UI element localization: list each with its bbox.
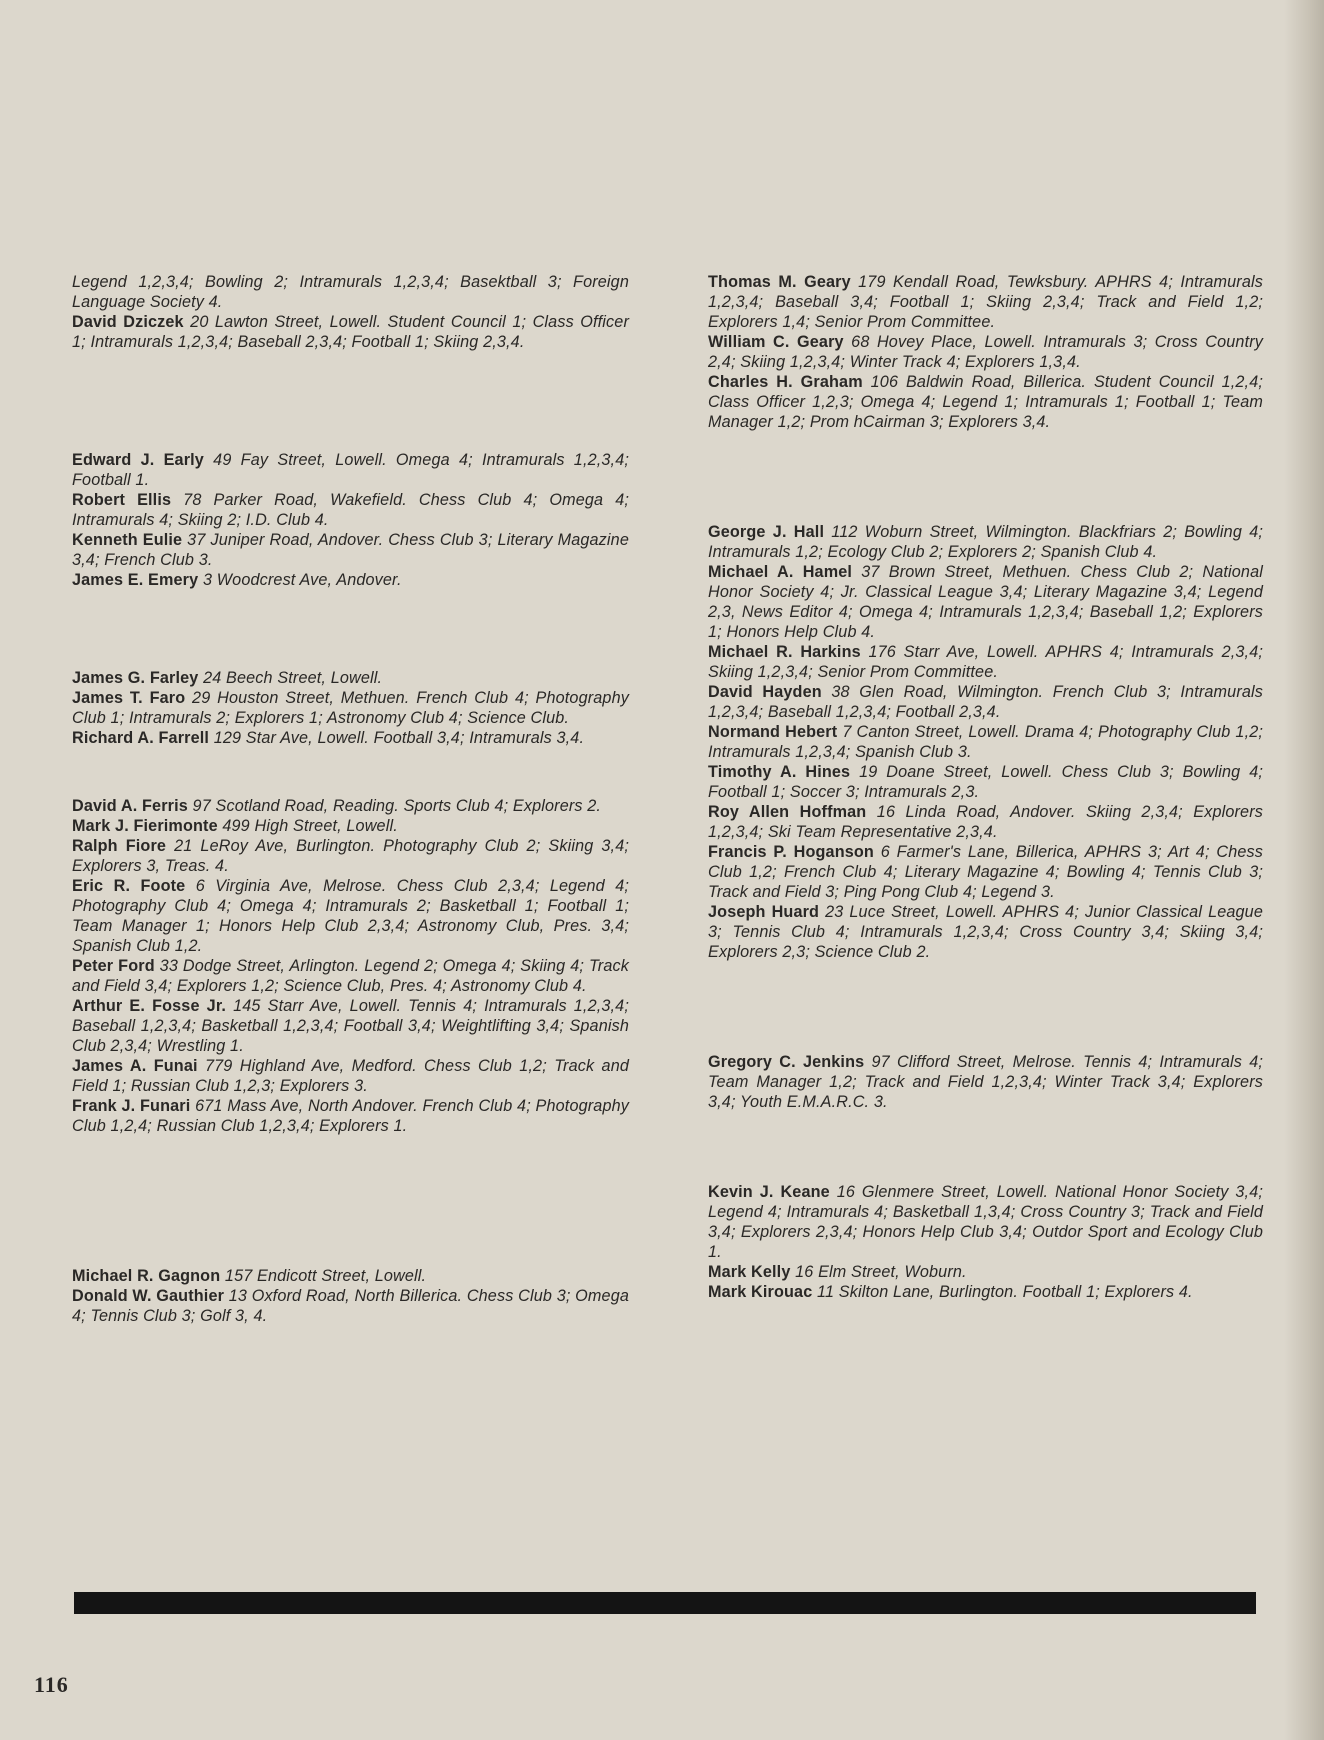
student-details: 21 LeRoy Ave, Burlington. Photography Club 2; Skiing 3,4; Explorers 3, Treas. 4.	[72, 837, 629, 875]
student-name: Michael R. Harkins	[708, 643, 861, 661]
student-name: Arthur E. Fosse Jr.	[72, 997, 227, 1015]
student-entry	[72, 530, 629, 570]
paragraph	[72, 1266, 629, 1326]
student-entry	[72, 312, 629, 352]
student-details: 68 Hovey Place, Lowell. Intramurals 3; Cross Country 2,4; Skiing 1,2,3,4; Winter Track 4; Explorers 1,3,4.	[708, 333, 1263, 371]
student-details: 49 Fay Street, Lowell. Omega 4; Intramurals 1,2,3,4; Football 1.	[72, 451, 630, 489]
student-details: 6 Farmer's Lane, Billerica, APHRS 3; Art 4; Chess Club 1,2; French Club 4; Literary Magazine 4; Bowling 4; Tennis Club 3; Track and Field 3; Ping Pong Club 4; Legend 3.	[708, 843, 1263, 901]
student-entry	[708, 682, 1263, 722]
student-details: 37 Juniper Road, Andover. Chess Club 3; Literary Magazine 3,4; French Club 3.	[72, 531, 629, 569]
student-entry	[708, 1182, 1263, 1262]
student-name: Richard A. Farrell	[72, 729, 210, 747]
student-name: James A. Funai	[72, 1057, 198, 1075]
student-name: Frank J. Funari	[72, 1097, 191, 1115]
student-details: 157 Endicott Street, Lowell.	[220, 1267, 427, 1285]
student-entry	[72, 1096, 629, 1136]
student-details: 97 Scotland Road, Reading. Sports Club 4; Explorers 2.	[187, 797, 602, 815]
student-entry	[72, 450, 629, 490]
student-entry	[708, 1262, 1263, 1282]
student-details: 179 Kendall Road, Tewksbury. APHRS 4; Intramurals 1,2,3,4; Baseball 3,4; Football 1; Skiing 2,3,4; Track and Field 1,2; Explorers 1,4; Senior Prom Committee.	[708, 273, 1263, 331]
student-entry	[72, 272, 629, 312]
student-details: 20 Lawton Street, Lowell. Student Council 1; Class Officer 1; Intramurals 1,2,3,4; Baseball 2,3,4; Football 1; Skiing 2,3,4.	[72, 313, 629, 351]
paragraph	[708, 1182, 1263, 1302]
student-details: 13 Oxford Road, North Billerica. Chess Club 3; Omega 4; Tennis Club 3; Golf 3, 4.	[72, 1287, 629, 1325]
student-entry	[708, 902, 1263, 962]
student-details: 16 Linda Road, Andover. Skiing 2,3,4; Explorers 1,2,3,4; Ski Team Representative 2,3,4.	[708, 803, 1263, 841]
student-name: Robert Ellis	[72, 491, 172, 509]
student-name: Gregory C. Jenkins	[708, 1053, 865, 1071]
student-name: David A. Ferris	[72, 797, 188, 815]
student-details: 499 High Street, Lowell.	[217, 817, 398, 835]
student-entry	[72, 996, 629, 1056]
student-name: Charles H. Graham	[708, 373, 863, 391]
student-name: Edward J. Early	[72, 451, 204, 469]
student-details: 29 Houston Street, Methuen. French Club 4; Photography Club 1; Intramurals 2; Explorers 1; Astronomy Club 4; Science Club.	[72, 689, 629, 727]
student-name: Kenneth Eulie	[72, 531, 183, 549]
student-entry	[708, 332, 1263, 372]
student-entry	[72, 570, 629, 590]
student-details: 11 Skilton Lane, Burlington. Football 1; Explorers 4.	[812, 1283, 1193, 1301]
paragraph	[708, 1052, 1263, 1112]
student-name: Mark Kirouac	[708, 1283, 813, 1301]
student-entry	[708, 562, 1263, 642]
student-name: David Dziczek	[72, 313, 184, 331]
student-name: Peter Ford	[72, 957, 155, 975]
page-edge-shadow	[1284, 0, 1324, 1740]
student-name: Normand Hebert	[708, 723, 838, 741]
student-name: James G. Farley	[72, 669, 199, 687]
student-details: 3 Woodcrest Ave, Andover.	[198, 571, 402, 589]
student-details: 176 Starr Ave, Lowell. APHRS 4; Intramurals 2,3,4; Skiing 1,2,3,4; Senior Prom Committee.	[708, 643, 1263, 681]
student-name: George J. Hall	[708, 523, 825, 541]
student-entry	[72, 668, 629, 688]
student-name: Michael A. Hamel	[708, 563, 853, 581]
student-details: 37 Brown Street, Methuen. Chess Club 2; National Honor Society 4; Jr. Classical League 3,4; Literary Magazine 3,4; Legend 2,3, News Editor 4; Omega 4; Intramurals 1,2,3,4; Baseball 1,2; Explorers 1; Honors Help Club 4.	[708, 563, 1263, 641]
student-details: 6 Virginia Ave, Melrose. Chess Club 2,3,4; Legend 4; Photography Club 4; Omega 4; Intramurals 2; Basketball 1; Football 1; Team Manager 1; Honors Help Club 2,3,4; Astronomy Club, Pres. 3,4; Spanish Club 1,2.	[72, 877, 629, 955]
student-name: Roy Allen Hoffman	[708, 803, 867, 821]
student-entry	[72, 876, 629, 956]
student-entry	[708, 762, 1263, 802]
student-details: 16 Elm Street, Woburn.	[790, 1263, 967, 1281]
student-details: 23 Luce Street, Lowell. APHRS 4; Junior Classical League 3; Tennis Club 4; Intramurals 1,2,3,4; Cross Country 3,4; Skiing 3,4; Explorers 2,3; Science Club 2.	[708, 903, 1263, 961]
student-entry	[708, 842, 1263, 902]
student-entry	[708, 372, 1263, 432]
student-name: Mark Kelly	[708, 1263, 791, 1281]
student-entry	[72, 688, 629, 728]
student-name: Eric R. Foote	[72, 877, 186, 895]
paragraph	[72, 796, 629, 1136]
student-entry	[708, 1052, 1263, 1112]
student-entry	[708, 642, 1263, 682]
student-entry	[708, 1282, 1263, 1302]
student-entry	[72, 1056, 629, 1096]
student-details: 16 Glenmere Street, Lowell. National Honor Society 3,4; Legend 4; Intramurals 4; Basketball 1,3,4; Cross Country 3; Track and Field 3,4; Explorers 2,3,4; Honors Help Club 3,4; Outdor Sport and Ecology Club 1.	[708, 1183, 1263, 1261]
student-name: Francis P. Hoganson	[708, 843, 874, 861]
student-name: David Hayden	[708, 683, 822, 701]
student-details: 671 Mass Ave, North Andover. French Club 4; Photography Club 1,2,4; Russian Club 1,2,3,4; Explorers 1.	[72, 1097, 629, 1135]
paragraph	[72, 668, 629, 748]
student-details: 38 Glen Road, Wilmington. French Club 3; Intramurals 1,2,3,4; Baseball 1,2,3,4; Football 2,3,4.	[708, 683, 1264, 721]
student-name: Kevin J. Keane	[708, 1183, 830, 1201]
student-details: 129 Star Ave, Lowell. Football 3,4; Intramurals 3,4.	[209, 729, 585, 747]
student-details: 78 Parker Road, Wakefield. Chess Club 4; Omega 4; Intramurals 4; Skiing 2; I.D. Club 4.	[72, 491, 629, 529]
paragraph	[708, 522, 1263, 962]
student-name: Michael R. Gagnon	[72, 1267, 221, 1285]
student-name: Joseph Huard	[708, 903, 820, 921]
student-entry	[72, 836, 629, 876]
paragraph	[72, 272, 629, 352]
page-number: 116	[34, 1672, 69, 1697]
student-entry	[708, 522, 1263, 562]
student-name: Thomas M. Geary	[708, 273, 851, 291]
student-details: 24 Beech Street, Lowell.	[198, 669, 383, 687]
student-details: 112 Woburn Street, Wilmington. Blackfriars 2; Bowling 4; Intramurals 1,2; Ecology Club 2; Explorers 2; Spanish Club 4.	[708, 523, 1263, 561]
student-entry	[708, 272, 1263, 332]
student-name: Mark J. Fierimonte	[72, 817, 218, 835]
student-entry	[72, 728, 629, 748]
student-name: James T. Faro	[72, 689, 186, 707]
student-entry	[708, 722, 1263, 762]
student-entry	[72, 956, 629, 996]
student-entry	[72, 1266, 629, 1286]
student-entry	[72, 490, 629, 530]
student-entry	[72, 1286, 629, 1326]
student-details: 779 Highland Ave, Medford. Chess Club 1,2; Track and Field 1; Russian Club 1,2,3; Explorers 3.	[72, 1057, 629, 1095]
student-details: 145 Starr Ave, Lowell. Tennis 4; Intramurals 1,2,3,4; Baseball 1,2,3,4; Basketball 1,2,3,4; Football 3,4; Weightlifting 3,4; Spanish Club 2,3,4; Wrestling 1.	[72, 997, 629, 1055]
paragraph	[708, 272, 1263, 432]
student-entry	[708, 802, 1263, 842]
student-details: 7 Canton Street, Lowell. Drama 4; Photography Club 1,2; Intramurals 1,2,3,4; Spanish Club 3.	[708, 723, 1264, 761]
footer-rule	[74, 1592, 1256, 1614]
paragraph	[72, 450, 629, 590]
student-name: Donald W. Gauthier	[72, 1287, 225, 1305]
student-details: 19 Doane Street, Lowell. Chess Club 3; Bowling 4; Football 1; Soccer 3; Intramurals 2,3.	[708, 763, 1263, 801]
student-details: 33 Dodge Street, Arlington. Legend 2; Omega 4; Skiing 4; Track and Field 3,4; Explorers 1,2; Science Club, Pres. 4; Astronomy Club 4.	[72, 957, 629, 995]
student-entry	[72, 796, 629, 816]
student-details: 106 Baldwin Road, Billerica. Student Council 1,2,4; Class Officer 1,2,3; Omega 4; Legend 1; Intramurals 1; Football 1; Team Manager 1,2; Prom hCairman 3; Explorers 3,4.	[708, 373, 1264, 431]
student-name: James E. Emery	[72, 571, 199, 589]
student-name: William C. Geary	[708, 333, 844, 351]
student-name: Timothy A. Hines	[708, 763, 851, 781]
student-details: Legend 1,2,3,4; Bowling 2; Intramurals 1,2,3,4; Basektball 3; Foreign Language Society 4.	[72, 273, 629, 311]
student-entry	[72, 816, 629, 836]
student-details: 97 Clifford Street, Melrose. Tennis 4; Intramurals 4; Team Manager 1,2; Track and Field 1,2,3,4; Winter Track 3,4; Explorers 3,4; Youth E.M.A.R.C. 3.	[708, 1053, 1263, 1111]
student-name: Ralph Fiore	[72, 837, 167, 855]
